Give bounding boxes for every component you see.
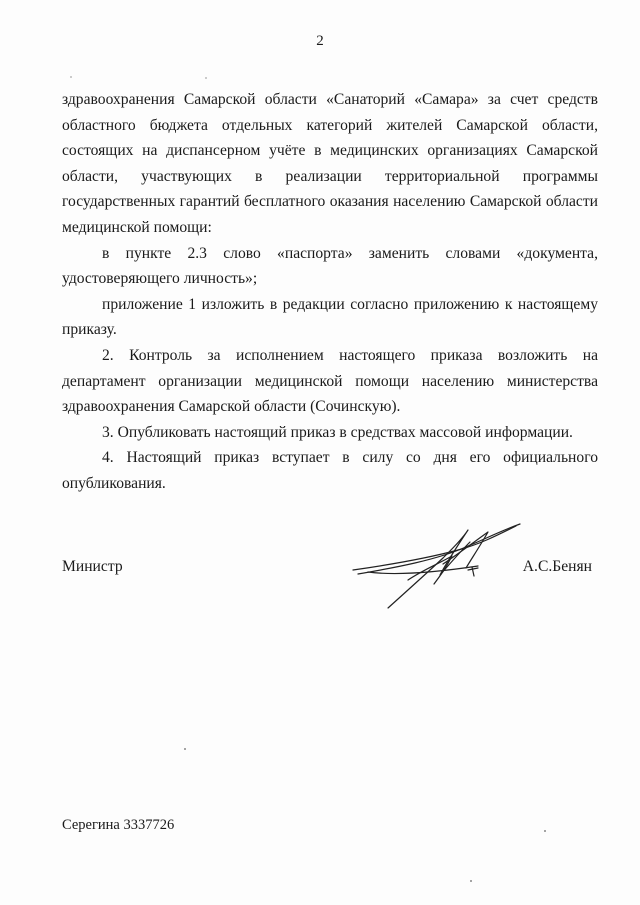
scan-speck bbox=[544, 830, 546, 832]
paragraph-amend-point: в пункте 2.3 слово «паспорта» заменить словами «документа, удостоверяющего личность»; bbox=[62, 244, 598, 288]
paragraph-continuation: здравоохранения Самарской области «Санаторий «Самара» за счет средств областного бюджета отдельных категорий жителей Самарской области, состоящих на диспансерном учёте в медицинских организациях Самарской области, участвующих в реализации территориальной программы государственных гарантий бесплатного оказания населению Самарской области медицинской помощи: bbox=[62, 91, 598, 236]
paragraph-control: 2. Контроль за исполнением настоящего приказа возложить на департамент организации медицинской помощи населению министерства здравоохранения Самарской области (Сочинскую). bbox=[62, 346, 598, 416]
signatory-name: А.С.Бенян bbox=[522, 558, 592, 575]
scan-speck bbox=[205, 77, 207, 79]
scan-speck bbox=[70, 76, 72, 78]
scan-speck bbox=[184, 748, 186, 750]
signatory-title: Министр bbox=[62, 558, 123, 575]
paragraph-publish: 3. Опубликовать настоящий приказ в средствах массовой информации. bbox=[102, 423, 573, 441]
handwritten-signature bbox=[348, 520, 528, 612]
paragraph-amend-appendix: приложение 1 изложить в редакции согласно приложению к настоящему приказу. bbox=[62, 295, 598, 339]
paragraph-effective: 4. Настоящий приказ вступает в силу со дня его официального опубликования. bbox=[62, 449, 598, 492]
scan-speck bbox=[470, 880, 472, 882]
page-number: 2 bbox=[316, 33, 324, 49]
document-body bbox=[62, 87, 598, 497]
executor-note: Серегина 3337726 bbox=[62, 817, 175, 833]
